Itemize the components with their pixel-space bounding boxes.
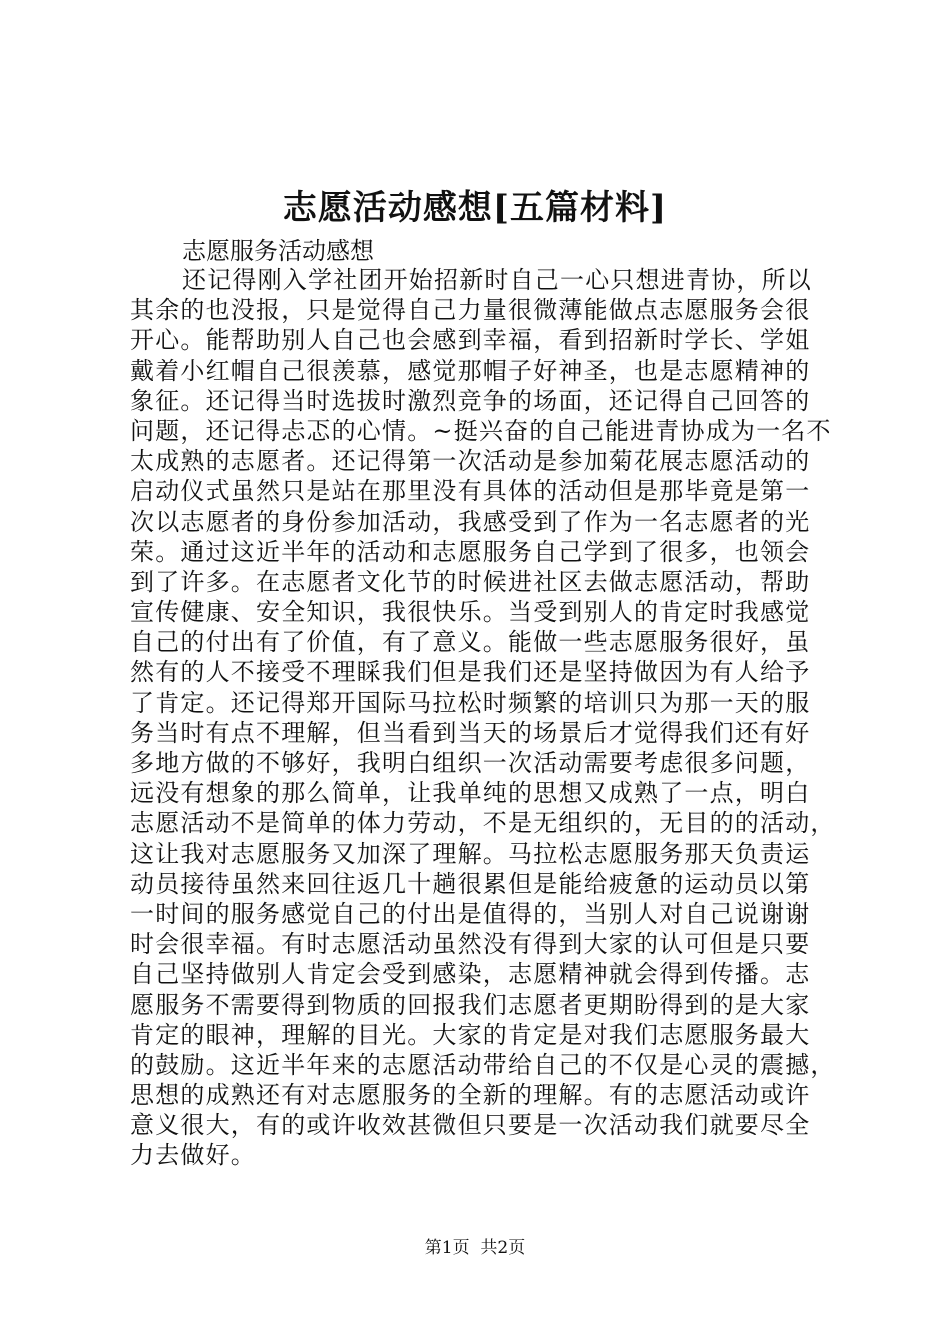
paragraph-line: 志愿活动不是简单的体力劳动，不是无组织的，无目的的活动， [130, 809, 836, 838]
paragraph-line: 愿服务不需要得到物质的回报我们志愿者更期盼得到的是大家 [130, 990, 811, 1019]
paragraph-line: 时会很幸福。有时志愿活动虽然没有得到大家的认可但是只要 [130, 930, 811, 959]
paragraph-line: 其余的也没报，只是觉得自己力量很微薄能做点志愿服务会很 [130, 296, 811, 325]
paragraph-line: 荣。通过这近半年的活动和志愿服务自己学到了很多，也领会 [130, 537, 811, 566]
paragraph-line: 思想的成熟还有对志愿服务的全新的理解。有的志愿活动或许 [130, 1081, 811, 1110]
paragraph-line: 然有的人不接受不理睬我们但是我们还是坚持做因为有人给予 [130, 658, 811, 687]
section-heading: 志愿服务活动感想 [182, 237, 374, 265]
paragraph-line: 自己坚持做别人肯定会受到感染，志愿精神就会得到传播。志 [130, 960, 811, 989]
page-footer: 第1页 共2页 [424, 1238, 526, 1258]
paragraph-line: 戴着小红帽自己很羡慕，感觉那帽子好神圣，也是志愿精神的 [130, 356, 811, 385]
paragraph-line: 还记得刚入学社团开始招新时自己一心只想进青协，所以 [182, 266, 812, 294]
paragraph-line: 太成熟的志愿者。还记得第一次活动是参加菊花展志愿活动的 [130, 447, 811, 476]
paragraph-line: 自己的付出有了价值，有了意义。能做一些志愿服务很好，虽 [130, 628, 811, 657]
paragraph-line: 了肯定。还记得郑开国际马拉松时频繁的培训只为那一天的服 [130, 688, 811, 717]
paragraph-line: 象征。还记得当时选拔时激烈竞争的场面，还记得自己回答的 [130, 386, 811, 415]
paragraph-line: 多地方做的不够好，我明白组织一次活动需要考虑很多问题， [130, 749, 811, 777]
paragraph-line: 务当时有点不理解，但当看到当天的场景后才觉得我们还有好 [130, 718, 811, 747]
paragraph-line: 到了许多。在志愿者文化节的时候进社区去做志愿活动，帮助 [130, 567, 811, 596]
paragraph-line: 力去做好。 [130, 1141, 256, 1170]
paragraph-line: 动员接待虽然来回往返几十趟很累但是能给疲惫的运动员以第 [130, 869, 811, 898]
paragraph-line: 远没有想象的那么简单，让我单纯的思想又成熟了一点，明白 [130, 779, 811, 808]
paragraph-line: 肯定的眼神，理解的目光。大家的肯定是对我们志愿服务最大 [130, 1020, 811, 1049]
paragraph-line: 这让我对志愿服务又加深了理解。马拉松志愿服务那天负责运 [130, 839, 811, 868]
paragraph-line: 一时间的服务感觉自己的付出是值得的，当别人对自己说谢谢 [130, 899, 811, 928]
paragraph-line: 启动仪式虽然只是站在那里没有具体的活动但是那毕竟是第一 [130, 477, 811, 506]
paragraph-line: 的鼓励。这近半年来的志愿活动带给自己的不仅是心灵的震撼， [130, 1050, 836, 1079]
document-title: 志愿活动感想[五篇材料] [282, 188, 668, 228]
paragraph-line: 问题，还记得忐忑的心情。~挺兴奋的自己能进青协成为一名不 [130, 416, 832, 445]
paragraph-line: 开心。能帮助别人自己也会感到幸福，看到招新时学长、学姐 [130, 326, 811, 355]
paragraph-line: 次以志愿者的身份参加活动，我感受到了作为一名志愿者的光 [130, 507, 811, 536]
paragraph-line: 宣传健康、安全知识，我很快乐。当受到别人的肯定时我感觉 [130, 598, 811, 627]
paragraph-line: 意义很大，有的或许收效甚微但只要是一次活动我们就要尽全 [130, 1111, 811, 1140]
body-paragraph [130, 265, 836, 1171]
